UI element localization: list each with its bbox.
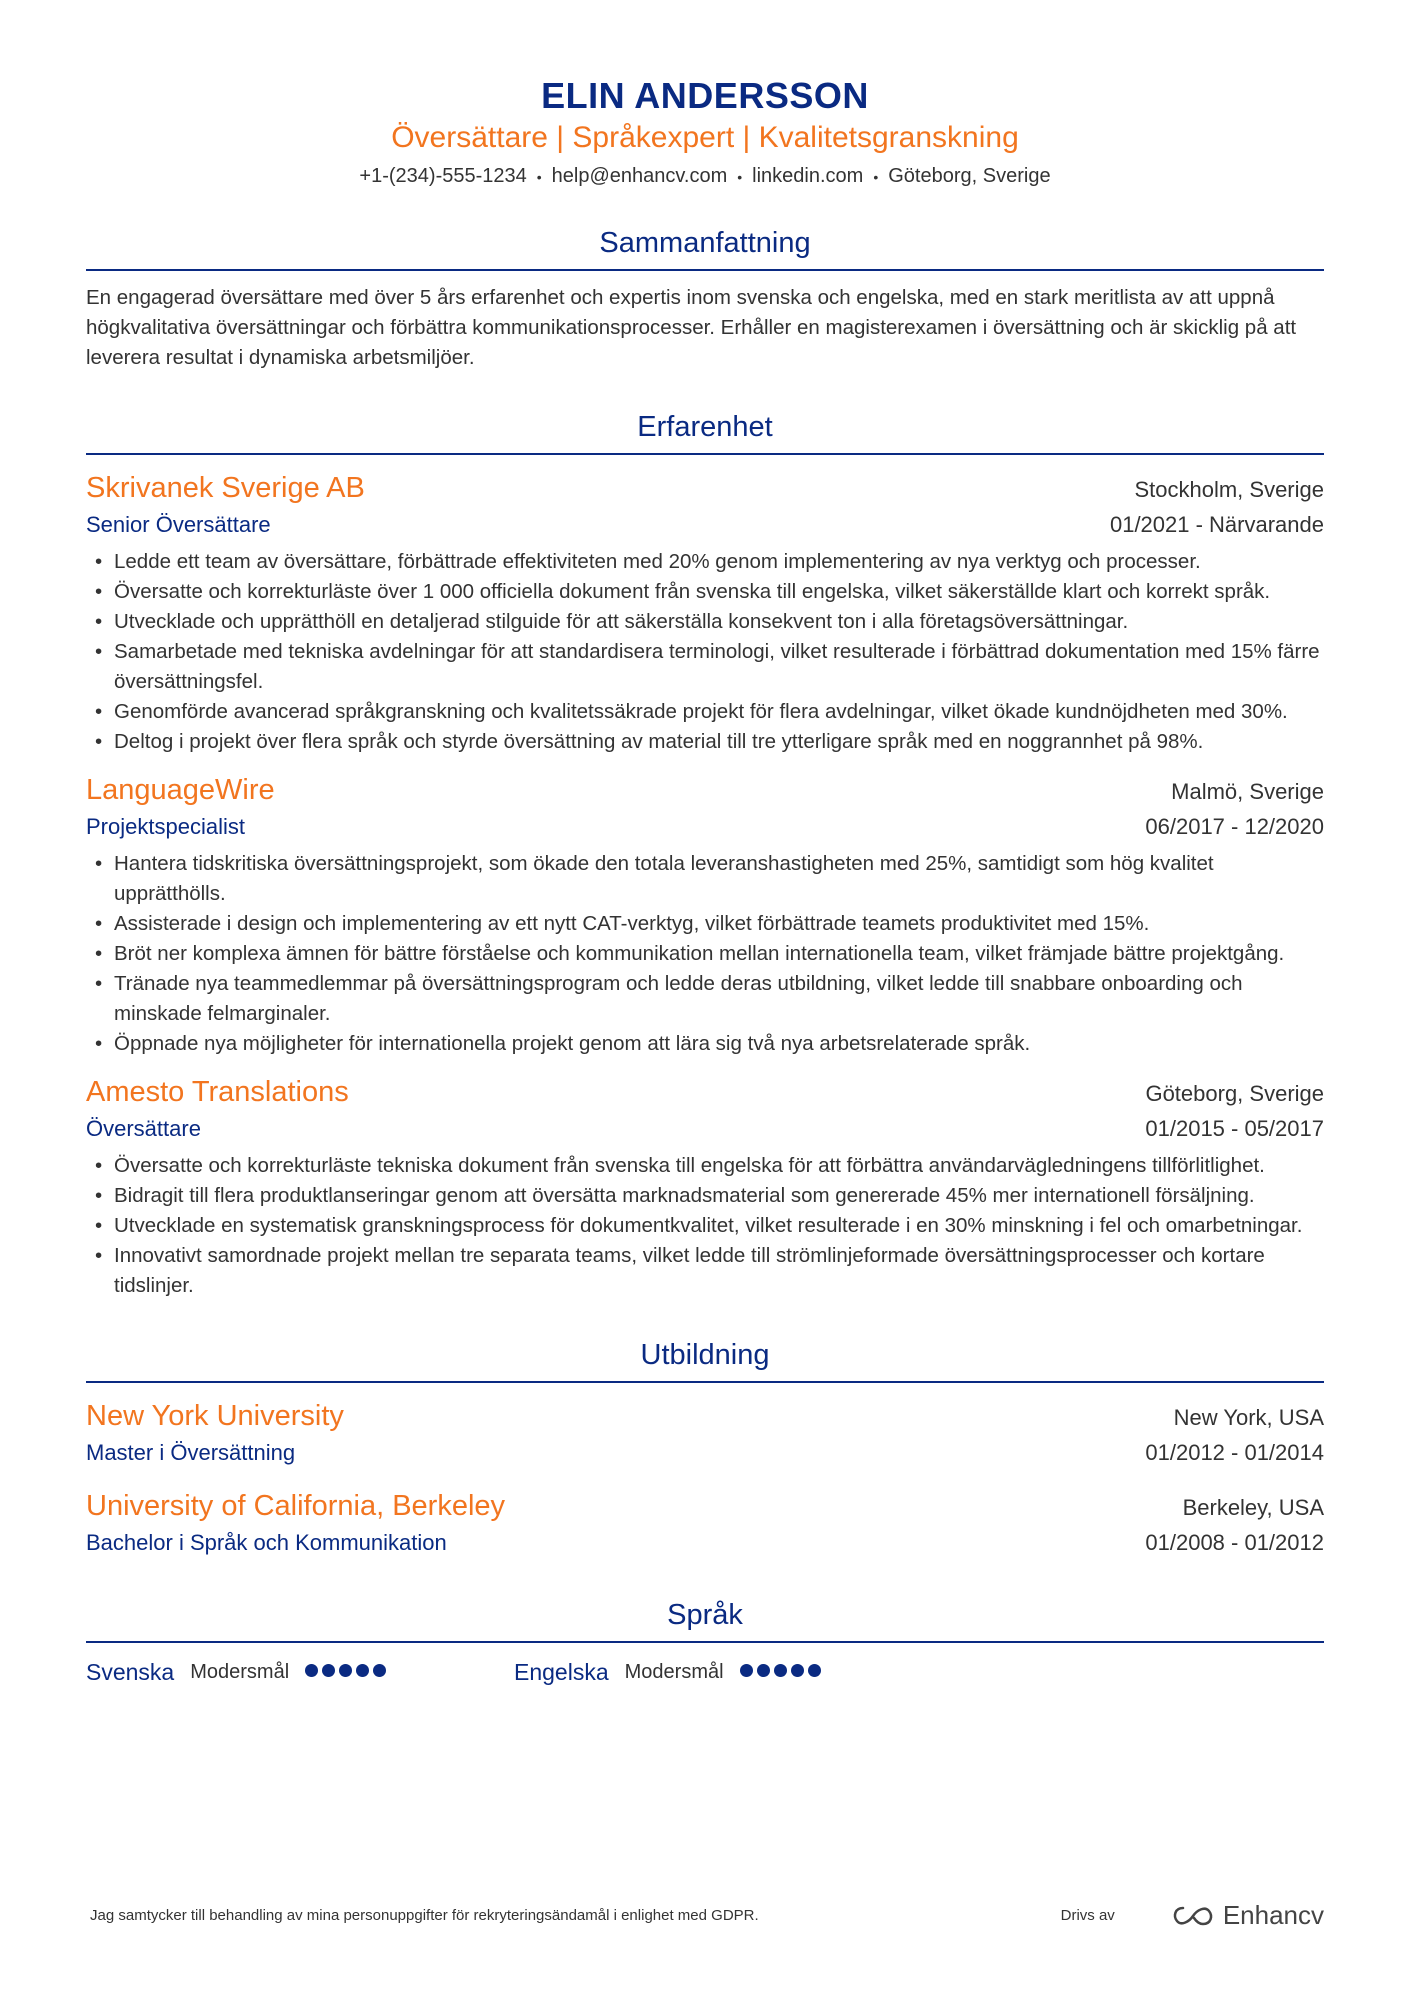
bullet-item	[86, 1211, 1324, 1241]
job-role-row	[86, 1113, 1324, 1145]
language-name: Engelska	[514, 1659, 609, 1686]
rating-dot-icon	[339, 1664, 352, 1677]
bullet-text: Assisterade i design och implementering av ett nytt CAT-verktyg, vilket förbättrade teamets produktivitet med 15%.	[114, 911, 1150, 935]
education-dates: 01/2008 - 01/2012	[1145, 1529, 1324, 1555]
education-degree-row	[86, 1437, 1324, 1469]
bullet-marker: •	[95, 1153, 103, 1177]
language-rating	[740, 1664, 825, 1682]
education-dates: 01/2012 - 01/2014	[1145, 1439, 1324, 1465]
rating-dot-icon	[774, 1664, 787, 1677]
bullet-item	[86, 969, 1324, 1029]
contact-separator: •	[536, 168, 542, 185]
contact-line	[0, 160, 1410, 193]
rating-dot-icon	[791, 1664, 804, 1677]
education-header-row	[86, 1397, 1324, 1437]
rating-dot-icon	[740, 1664, 753, 1677]
bullet-text: Översatte och korrekturläste tekniska dokument från svenska till engelska för att förbättra användarvägledningens tillförlitlighet.	[114, 1153, 1265, 1177]
bullet-item	[86, 939, 1324, 969]
bullet-item	[86, 607, 1324, 637]
candidate-title: Översättare | Språkexpert | Kvalitetsgranskning	[391, 121, 1019, 154]
education-entry	[86, 1397, 1324, 1469]
email: help@enhancv.com	[551, 165, 728, 187]
bullet-item	[86, 1029, 1324, 1059]
bullet-marker: •	[95, 729, 103, 753]
bullet-text: Bidragit till flera produktlanseringar genom att översätta marknadsmaterial som genererade 45% mer internationell försäljning.	[114, 1183, 1255, 1207]
language-list	[86, 1653, 1324, 1693]
section-title: Utbildning	[86, 1335, 1324, 1383]
degree: Bachelor i Språk och Kommunikation	[86, 1529, 447, 1555]
rating-dot-icon	[757, 1664, 770, 1677]
bullet-text: Tränade nya teammedlemmar på översättningsprogram och ledde deras utbildning, vilket ledde till snabbare onboarding och minskade felmarginaler.	[114, 971, 1243, 1025]
language-item	[86, 1659, 514, 1686]
job-header-row	[86, 469, 1324, 509]
language-name: Svenska	[86, 1659, 175, 1686]
bullet-text: Genomförde avancerad språkgranskning och kvalitetssäkrade projekt för flera avdelningar, vilket ökade kundnöjdheten med 30%.	[114, 699, 1288, 723]
bullet-item	[86, 577, 1324, 607]
bullet-marker: •	[95, 971, 103, 995]
job-role: Översättare	[86, 1115, 201, 1141]
job-role: Projektspecialist	[86, 813, 245, 839]
education-section	[86, 1335, 1324, 1559]
bullet-text: Bröt ner komplexa ämnen för bättre förståelse och kommunikation mellan internationella team, vilket främjade bättre projektgång.	[114, 941, 1285, 965]
job-entry	[86, 469, 1324, 757]
bullet-text: Utvecklade och upprätthöll en detaljerad stilguide för att säkerställa konsekvent ton i alla företagsöversättningar.	[114, 609, 1129, 633]
linkedin: linkedin.com	[752, 165, 864, 187]
section-title: Erfarenhet	[86, 407, 1324, 455]
enhancv-logo-icon	[1171, 1904, 1215, 1928]
school-name: University of California, Berkeley	[86, 1489, 506, 1522]
section-title: Språk	[86, 1595, 1324, 1643]
education-degree-row	[86, 1527, 1324, 1559]
section-title: Sammanfattning	[86, 223, 1324, 271]
bullet-marker: •	[95, 941, 103, 965]
languages-section	[86, 1595, 1324, 1693]
education-entry	[86, 1487, 1324, 1559]
job-role-row	[86, 811, 1324, 843]
bullet-marker: •	[95, 549, 103, 573]
summary-section	[86, 223, 1324, 373]
job-location: Malmö, Sverige	[1171, 778, 1324, 804]
bullet-text: Översatte och korrekturläste över 1 000 officiella dokument från svenska till engelska, vilket säkerställde klart och korrekt språk.	[114, 579, 1271, 603]
job-entry	[86, 1073, 1324, 1301]
job-dates: 01/2015 - 05/2017	[1145, 1115, 1324, 1141]
powered-by-label: Drivs av	[1060, 1907, 1115, 1924]
bullet-marker: •	[95, 1183, 103, 1207]
bullet-text: Ledde ett team av översättare, förbättrade effektiviteten med 20% genom implementering av nya verktyg och processer.	[114, 549, 1201, 573]
bullet-marker: •	[95, 911, 103, 935]
language-level: Modersmål	[624, 1661, 724, 1684]
candidate-name: ELIN ANDERSSON	[541, 75, 869, 116]
bullet-text: Deltog i projekt över flera språk och styrde översättning av material till tre ytterligare språk med en noggrannhet på 98%.	[114, 729, 1204, 753]
language-rating	[305, 1664, 390, 1682]
language-level: Modersmål	[190, 1661, 290, 1684]
school-location: New York, USA	[1173, 1404, 1324, 1430]
bullet-marker: •	[95, 699, 103, 723]
job-list	[86, 469, 1324, 1301]
job-location: Stockholm, Sverige	[1134, 476, 1324, 502]
job-dates: 06/2017 - 12/2020	[1145, 813, 1324, 839]
bullet-text: Hantera tidskritiska översättningsprojekt, som ökade den totala leveranshastigheten med 25%, samtidigt som hög kvalitet upprätthölls.	[114, 851, 1214, 905]
job-header-row	[86, 1073, 1324, 1113]
bullet-item	[86, 727, 1324, 757]
experience-section	[86, 407, 1324, 1301]
company-name: Skrivanek Sverige AB	[86, 471, 365, 504]
contact-separator: •	[737, 168, 743, 185]
school-location: Berkeley, USA	[1182, 1494, 1324, 1520]
education-header-row	[86, 1487, 1324, 1527]
bullet-item	[86, 547, 1324, 577]
bullet-marker: •	[95, 639, 103, 663]
contact-separator: •	[873, 168, 879, 185]
bullet-item	[86, 849, 1324, 909]
bullet-text: Utvecklade en systematisk granskningsprocess för dokumentkvalitet, vilket resulterade i en 30% minskning i fel och omarbetningar.	[114, 1213, 1303, 1237]
rating-dot-icon	[305, 1664, 318, 1677]
bullet-item	[86, 697, 1324, 727]
job-bullets	[86, 849, 1324, 1059]
language-item	[514, 1659, 942, 1686]
bullet-text: Innovativt samordnade projekt mellan tre separata teams, vilket ledde till strömlinjeformade översättningsprocesser och kortare tidslinjer.	[114, 1243, 1265, 1297]
bullet-marker: •	[95, 851, 103, 875]
bullet-text: Öppnade nya möjligheter för internationella projekt genom att lära sig två nya arbetsrelaterade språk.	[114, 1031, 1031, 1055]
job-bullets	[86, 547, 1324, 757]
rating-dot-icon	[322, 1664, 335, 1677]
degree: Master i Översättning	[86, 1439, 296, 1465]
bullet-item	[86, 909, 1324, 939]
job-dates: 01/2021 - Närvarande	[1109, 511, 1324, 537]
bullet-item	[86, 1241, 1324, 1301]
job-role-row	[86, 509, 1324, 541]
brand-name: Enhancv	[1222, 1900, 1324, 1930]
company-name: LanguageWire	[86, 773, 275, 806]
job-header-row	[86, 771, 1324, 811]
education-list	[86, 1397, 1324, 1559]
brand-logo[interactable]	[1171, 1900, 1324, 1931]
job-role: Senior Översättare	[86, 511, 271, 537]
summary-text: En engagerad översättare med över 5 års erfarenhet och expertis inom svenska och engelska, med en stark meritlista av att uppnå högkvalitativa översättningar och förbättra kommunikationsprocesser. Erhåller en magisterexamen i översättning och är skicklig på att leverera resultat i dynamiska arbetsmiljöer.	[86, 285, 1297, 369]
job-location: Göteborg, Sverige	[1145, 1080, 1324, 1106]
school-name: New York University	[86, 1399, 344, 1432]
phone: +1-(234)-555-1234	[359, 165, 527, 187]
location: Göteborg, Sverige	[888, 165, 1051, 187]
bullet-marker: •	[95, 609, 103, 633]
resume-header	[0, 0, 1410, 193]
rating-dot-icon	[373, 1664, 386, 1677]
bullet-item	[86, 1181, 1324, 1211]
rating-dot-icon	[356, 1664, 369, 1677]
bullet-text: Samarbetade med tekniska avdelningar för att standardisera terminologi, vilket resulterade i förbättrad dokumentation med 15% färre översättningsfel.	[114, 639, 1320, 693]
bullet-marker: •	[95, 579, 103, 603]
job-bullets	[86, 1151, 1324, 1301]
rating-dot-icon	[808, 1664, 821, 1677]
gdpr-consent: Jag samtycker till behandling av mina personuppgifter för rekryteringsändamål i enlighet med GDPR.	[90, 1907, 759, 1924]
footer	[90, 1900, 1324, 1931]
bullet-marker: •	[95, 1243, 103, 1267]
company-name: Amesto Translations	[86, 1075, 349, 1108]
bullet-item	[86, 637, 1324, 697]
bullet-item	[86, 1151, 1324, 1181]
job-entry	[86, 771, 1324, 1059]
bullet-marker: •	[95, 1213, 103, 1237]
bullet-marker: •	[95, 1031, 103, 1055]
